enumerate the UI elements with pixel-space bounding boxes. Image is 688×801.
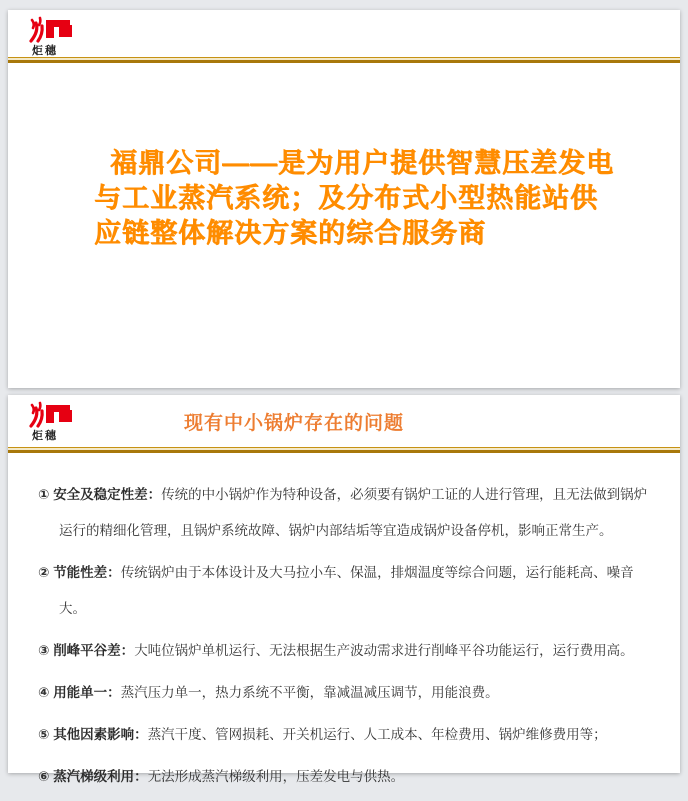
- problem-list: [38, 477, 658, 801]
- item-text: 传统的中小锅炉作为特种设备，必须要有锅炉工证的人进行管理，且无法做到锅炉运行的精细化管理，且锅炉系统故障、锅炉内部结垢等宜造成锅炉设备停机，影响正常生产。: [59, 487, 648, 538]
- problem-item: [38, 717, 658, 753]
- slide2-title: 现有中小锅炉存在的问题: [184, 413, 405, 434]
- item-label: 其他因素影响：: [53, 727, 148, 742]
- problem-item: [38, 759, 658, 795]
- problem-item: [38, 633, 658, 669]
- item-number: ⑤: [38, 727, 54, 742]
- problem-item: [38, 555, 658, 627]
- heading-line: 福鼎公司——是为用户提供智慧压差发电: [110, 148, 614, 178]
- item-number: ⑥: [38, 769, 54, 784]
- item-number: ①: [38, 487, 54, 502]
- header-divider: [8, 57, 680, 63]
- heading-line: 与工业蒸汽系统；及分布式小型热能站供: [94, 183, 598, 213]
- item-number: ③: [38, 643, 54, 658]
- problem-item: [38, 477, 658, 549]
- item-text: 蒸汽压力单一，热力系统不平衡，靠减温减压调节，用能浪费。: [120, 685, 499, 700]
- company-logo: [28, 16, 98, 58]
- flame-logo-icon: [28, 16, 78, 44]
- slide-2: [8, 395, 680, 784]
- logo-text: 炬穗: [32, 45, 58, 57]
- item-number: ④: [38, 685, 54, 700]
- item-label: 蒸汽梯级利用：: [53, 769, 148, 784]
- flame-logo-icon: [28, 401, 78, 429]
- header-divider: [8, 447, 680, 453]
- item-text: 传统锅炉由于本体设计及大马拉小车、保温，排烟温度等综合问题，运行能耗高、噪音大。: [59, 565, 634, 616]
- slide-1: [8, 10, 680, 388]
- item-label: 削峰平谷差：: [53, 643, 135, 658]
- heading-line: 应链整体解决方案的综合服务商: [94, 218, 486, 248]
- item-label: 节能性差：: [53, 565, 121, 580]
- problem-item: [38, 675, 658, 711]
- item-text: 大吨位锅炉单机运行、无法根据生产波动需求进行削峰平谷功能运行，运行费用高。: [134, 643, 634, 658]
- item-text: 蒸汽干度、管网损耗、开关机运行、人工成本、年检费用、锅炉维修费用等；: [147, 727, 607, 742]
- item-number: ②: [38, 565, 54, 580]
- item-label: 安全及稳定性差：: [53, 487, 162, 502]
- logo-text: 炬穗: [32, 430, 58, 442]
- company-logo: [28, 401, 98, 443]
- slide1-heading: [94, 146, 624, 251]
- item-text: 无法形成蒸汽梯级利用，压差发电与供热。: [147, 769, 405, 784]
- item-label: 用能单一：: [53, 685, 121, 700]
